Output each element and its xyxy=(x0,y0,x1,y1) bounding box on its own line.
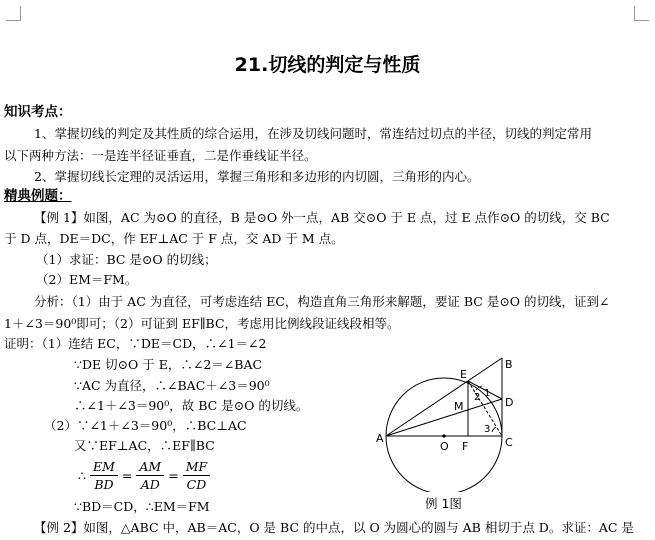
example1-question-1: （1）求证：BC 是⊙O 的切线； xyxy=(36,252,217,267)
example2-line-1: 【例 2】如图，△ABC 中，AB＝AC，O 是 BC 的中点，以 O 为圆心的圆与 AB 相切于点 D。求证：AC 是 xyxy=(34,520,634,535)
center-point-o xyxy=(442,434,445,437)
fraction-denominator: BD xyxy=(94,477,114,492)
knowledge-line-2: 以下两种方法：一是连半径证垂直，二是作垂线证半径。 xyxy=(4,148,317,163)
fraction-denominator: AD xyxy=(140,477,160,492)
page-corner-mark-right xyxy=(634,6,649,21)
label-b: B xyxy=(505,358,513,371)
proof-line-1: 证明：（1）连结 EC，∵DE＝CD，∴∠1＝∠2 xyxy=(4,336,267,351)
page-corner-mark-left xyxy=(6,6,21,21)
knowledge-line-1: 1、掌握切线的判定及其性质的综合运用，在涉及切线问题时，常连结过切点的半径，切线的判定常用 xyxy=(34,126,592,141)
label-f: F xyxy=(462,440,469,453)
label-m: M xyxy=(454,400,464,413)
proof-line-2: ∵DE 切⊙O 于 E，∴∠2＝∠BAC xyxy=(74,357,263,372)
example1-line-1: 【例 1】如图，AC 为⊙O 的直径，B 是⊙O 外一点，AB 交⊙O 于 E 点，过 E 点作⊙O 的切线，交 BC xyxy=(34,210,610,225)
label-o: O xyxy=(440,440,449,453)
example1-line-2: 于 D 点，DE＝DC，作 EF⊥AC 于 F 点，交 AD 于 M 点。 xyxy=(4,231,344,246)
page-title: 21.切线的判定与性质 xyxy=(234,54,421,76)
example1-analysis-1: 分析：（1）由于 AC 为直径，可考虑连结 EC，构造直角三角形来解题，要证 BC 是⊙O 的切线，证到∠ xyxy=(34,294,610,309)
fraction-am-ad xyxy=(136,458,164,493)
fraction-em-bd xyxy=(90,458,118,493)
label-d: D xyxy=(505,396,514,409)
knowledge-line-3: 2、掌握切线长定理的灵活运用，掌握三角形和多边形的内切圆，三角形的内心。 xyxy=(34,169,480,184)
label-a: A xyxy=(376,432,384,445)
fraction-mf-cd xyxy=(183,458,210,493)
proportion-equation xyxy=(74,458,210,493)
geometry-figure xyxy=(372,352,522,492)
label-angle-2: 2 xyxy=(474,392,481,403)
proof-line-6: 又∵EF⊥AC，∴EF∥BC xyxy=(74,438,215,453)
fraction-numerator: EM xyxy=(90,458,118,476)
equals-sign: = xyxy=(168,468,179,483)
knowledge-heading: 知识考点： xyxy=(4,104,72,120)
example1-analysis-2: 1＋∠3＝90⁰即可；（2）可证到 EF∥BC，考虑用比例线段证线段相等。 xyxy=(4,316,400,331)
therefore-symbol: ∴ xyxy=(78,468,86,483)
proof-line-3: ∵AC 为直径，∴∠BAC＋∠3＝90⁰ xyxy=(74,378,270,393)
label-e: E xyxy=(460,368,467,381)
proof-line-5: （2）∵∠1＋∠3＝90⁰，∴BC⊥AC xyxy=(44,418,247,433)
figure-caption: 例 1图 xyxy=(425,496,462,511)
example1-question-2: （2）EM＝FM。 xyxy=(36,272,138,287)
fraction-denominator: CD xyxy=(186,477,207,492)
label-angle-3: 3 xyxy=(484,424,491,435)
angle-3-arc xyxy=(492,427,496,432)
label-c: C xyxy=(505,436,513,449)
fraction-numerator: MF xyxy=(183,458,210,476)
equals-sign: = xyxy=(121,468,133,483)
proof-line-4: ∴∠1＋∠3＝90⁰，故 BC 是⊙O 的切线。 xyxy=(74,398,309,413)
proof-line-7: ∵BD＝CD，∴EM＝FM xyxy=(74,499,210,514)
label-angle-1: 1 xyxy=(484,388,491,399)
examples-heading: 精典例题： xyxy=(4,188,72,204)
fraction-numerator: AM xyxy=(136,458,164,476)
